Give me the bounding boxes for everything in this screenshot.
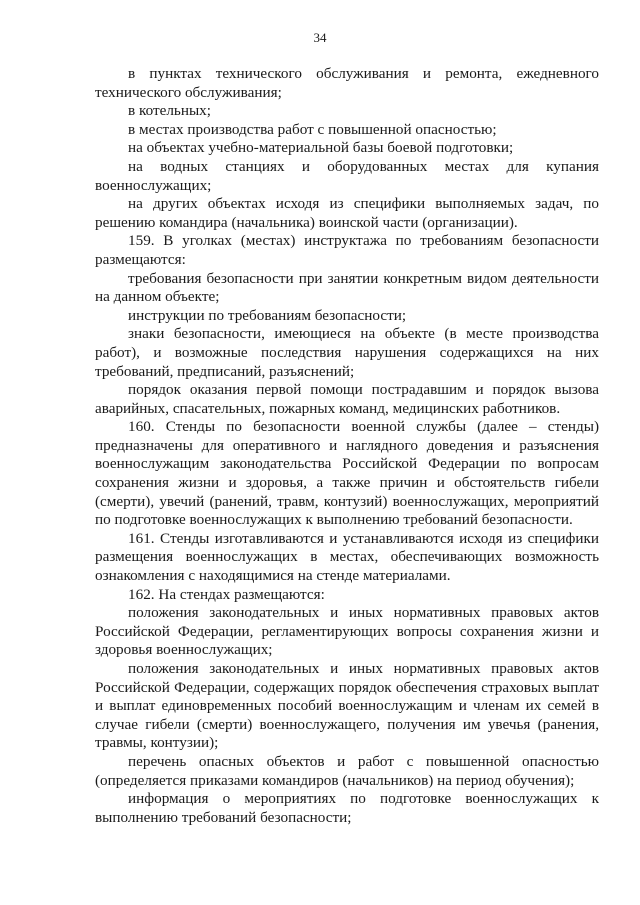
paragraph: инструкции по требованиям безопасности; bbox=[128, 306, 407, 324]
section-paragraph-161: 161. Стенды изготавливаются и устанавливаются исходя из специфики размещения военнослужащих в местах, обеспечивающих возможность ознакомления с находящимися на стенде материалами. bbox=[95, 529, 599, 585]
paragraph: перечень опасных объектов и работ с повышенной опасностью (определяется приказами командиров (начальников) на период обучения); bbox=[95, 752, 599, 789]
paragraph: в местах производства работ с повышенной опасностью; bbox=[128, 120, 497, 138]
section-paragraph-160: 160. Стенды по безопасности военной службы (далее – стенды) предназначены для оперативного и наглядного доведения и разъяснения военнослужащим законодательства Российской Федерации по вопросам сохранения жизни и здоровья, а также причин и обстоятельств гибели (смерти), увечий (ранений, травм, контузий) военнослужащих, мероприятий по подготовке военнослужащих к выполнению требований безопасности. bbox=[95, 418, 599, 529]
section-paragraph-162: 162. На стендах размещаются: bbox=[128, 585, 325, 603]
paragraph: информация о мероприятиях по подготовке военнослужащих к выполнению требований безопасности; bbox=[95, 790, 599, 826]
page-number: 34 bbox=[313, 30, 327, 45]
paragraph: в пунктах технического обслуживания и ремонта, ежедневного технического обслуживания; bbox=[95, 65, 599, 101]
paragraph: на объектах учебно-материальной базы боевой подготовки; bbox=[128, 139, 514, 157]
paragraph: на других объектах исходя из специфики выполняемых задач, по решению командира (начальника) воинской части (организации). bbox=[95, 195, 599, 231]
paragraph: требования безопасности при занятии конкретным видом деятельности на данном объекте; bbox=[95, 269, 599, 306]
paragraph: положения законодательных и иных нормативных правовых актов Российской Федерации, содержащих порядок обеспечения страховых выплат и выплат единовременных пособий военнослужащим и членам их семей в случае гибели (смерти) военнослужащего, получения им увечья (ранения, травмы, контузии); bbox=[95, 660, 599, 752]
paragraph: порядок оказания первой помощи пострадавшим и порядок вызова аварийных, спасательных, пожарных команд, медицинских работников. bbox=[95, 381, 599, 417]
paragraph: положения законодательных и иных нормативных правовых актов Российской Федерации, регламентирующих вопросы сохранения жизни и здоровья военнослужащих; bbox=[95, 604, 599, 659]
paragraph: в котельных; bbox=[128, 102, 211, 120]
document-body bbox=[95, 65, 599, 827]
section-paragraph-159: 159. В уголках (местах) инструктажа по требованиям безопасности размещаются: bbox=[95, 232, 599, 268]
paragraph: знаки безопасности, имеющиеся на объекте (в месте производства работ), и возможные последствия нарушения содержащихся на них требований, предписаний, разъяснений; bbox=[95, 325, 599, 380]
paragraph: на водных станциях и оборудованных местах для купания военнослужащих; bbox=[95, 157, 599, 194]
